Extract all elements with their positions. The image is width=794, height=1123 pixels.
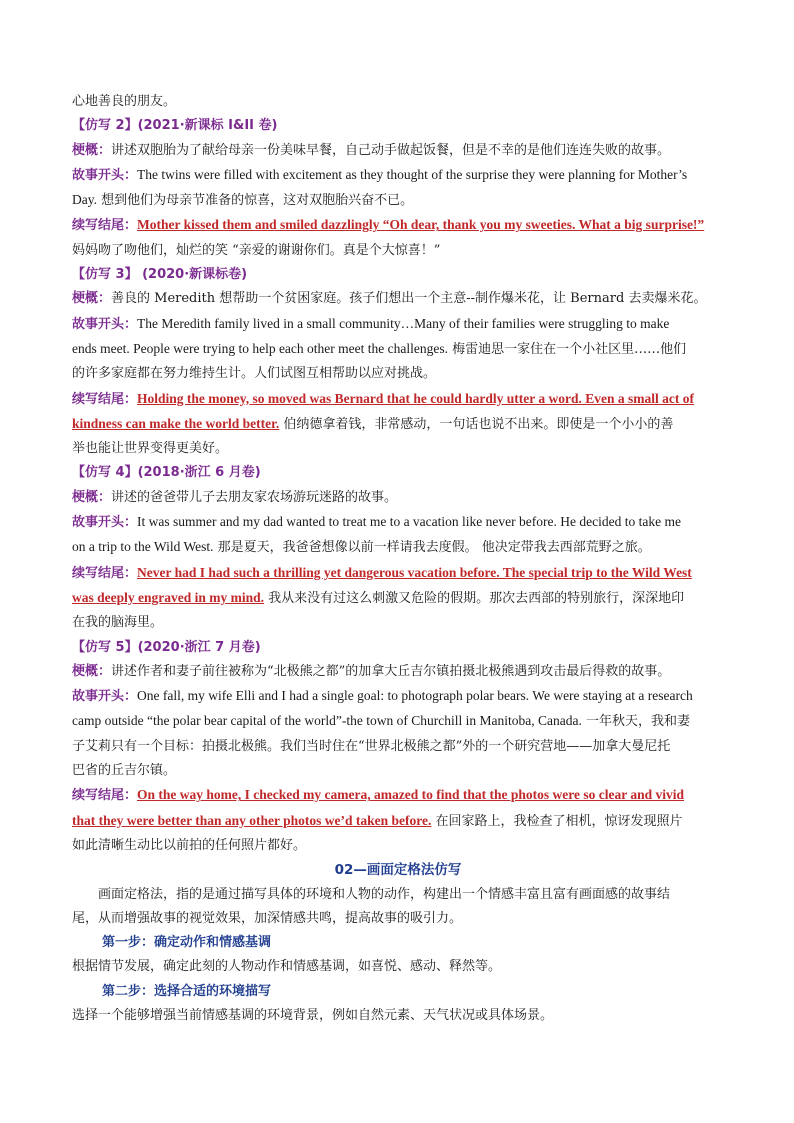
item-4-summary: 讲述的爸爸带儿子去朋友家农场游玩迷路的故事。: [111, 489, 398, 505]
item-4-ending-en-1: Never had I had such a thrilling yet dangerous vacation before. The special trip to the Wild West: [137, 564, 692, 580]
item-3-ending-en-1: Holding the money, so moved was Bernard that he could hardly utter a word. Even a small act of: [137, 390, 695, 406]
item-2-ending-cn: 妈妈吻了吻他们，灿烂的笑 “亲爱的谢谢你们。真是个大惊喜！”: [72, 242, 441, 258]
step-2-title: 第二步：选择合适的环境描写: [102, 983, 272, 999]
item-3-opening-cn: 梅雷迪思一家住在一个小社区里……他们: [452, 341, 687, 357]
item-4-opening-cn: 那是夏天，我爸爸想像以前一样请我去度假。 他决定带我去西部荒野之旅。: [217, 540, 651, 556]
item-3-opening-cn-2: 的许多家庭都在努力维持生计。人们试图互相帮助以应对挑战。: [72, 366, 437, 382]
item-2-opening-cn: 想到他们为母亲节准备的惊喜，这对双胞胎兴奋不已。: [101, 193, 414, 209]
item-2-summary-label: 梗概：: [72, 142, 112, 158]
item-5-summary: 讲述作者和妻子前往被称为“北极熊之都”的加拿大丘吉尔镇拍摄北极熊遇到攻击最后得救的故事。: [111, 663, 671, 679]
item-5-opening-cn-3: 巴省的丘吉尔镇。: [72, 763, 177, 779]
item-2-header: 【仿写 2】(2021·新课标 I&II 卷): [72, 118, 278, 134]
item-5-ending-cn: 在回家路上，我检查了相机，惊讶发现照片: [435, 813, 683, 829]
step-1-text: 根据情节发展，确定此刻的人物动作和情感基调，如喜悦、感动、释然等。: [72, 959, 502, 975]
step-1-title: 第一步：确定动作和情感基调: [102, 935, 272, 951]
item-5-opening-label: 故事开头：: [72, 689, 138, 705]
item-3-summary-label: 梗概：: [72, 291, 112, 307]
section-para-1: 画面定格法，指的是通过描写具体的环境和人物的动作，构建出一个情感丰富且富有画面感的故事结: [98, 886, 671, 902]
item-4-opening-en-2: on a trip to the Wild West.: [72, 539, 214, 555]
item-4-ending-cn-2: 在我的脑海里。: [72, 615, 164, 631]
item-2-summary: 讲述双胞胎为了献给母亲一份美味早餐，自己动手做起饭餐，但是不幸的是他们连连失败的故事。: [111, 142, 671, 158]
document-page: [72, 90, 724, 1028]
item-4-summary-label: 梗概：: [72, 489, 112, 505]
item-4-ending-en-2: was deeply engraved in my mind.: [72, 589, 265, 605]
item-2-opening-label: 故事开头：: [72, 167, 138, 183]
section-title: 02—画面定格法仿写: [334, 862, 462, 879]
item-5-ending-en-2: that they were better than any other photos we’d taken before.: [72, 812, 432, 828]
item-4-opening-label: 故事开头：: [72, 515, 138, 531]
item-2-ending-en: Mother kissed them and smiled dazzlingly “Oh dear, thank you my sweeties. What a big surprise!”: [137, 217, 705, 233]
item-5-opening-en-2: camp outside “the polar bear capital of the world”-the town of Churchill in Manitoba, Canada.: [72, 713, 582, 729]
item-5-summary-label: 梗概：: [72, 663, 112, 679]
section-para-2: 尾，从而增强故事的视觉效果，加深情感共鸣，提高故事的吸引力。: [72, 910, 463, 926]
item-3-ending-label: 续写结尾：: [72, 391, 138, 407]
item-4-header: 【仿写 4】(2018·浙江 6 月卷): [72, 465, 261, 481]
item-5-opening-cn: 一年秋天，我和妻: [585, 714, 690, 730]
item-3-ending-cn: 伯纳德拿着钱，非常感动，一句话也说不出来。即使是一个小小的善: [283, 416, 674, 432]
item-2-opening-en-2: Day.: [72, 192, 97, 208]
item-3-opening-en-2: ends meet. People were trying to help each other meet the challenges.: [72, 340, 448, 356]
item-3-ending-cn-2: 举也能让世界变得更美好。: [72, 441, 229, 457]
item-2-opening-en-1: The twins were filled with excitement as they thought of the surprise they were planning for Mother’s: [137, 166, 688, 182]
item-2-ending-label: 续写结尾：: [72, 218, 138, 234]
item-5-header: 【仿写 5】(2020·浙江 7 月卷): [72, 639, 261, 655]
item-4-opening-en-1: It was summer and my dad wanted to treat me to a vacation like never before. He decided to take me: [137, 514, 681, 530]
item-3-summary: 善良的 Meredith 想帮助一个贫困家庭。孩子们想出一个主意--制作爆米花，让 Bernard 去卖爆米花。: [111, 291, 707, 307]
item-3-opening-en-1: The Meredith family lived in a small community…Many of their families were struggling to make: [137, 315, 670, 331]
item-3-ending-en-2: kindness can make the world better.: [72, 415, 280, 431]
item-4-ending-cn: 我从来没有过这么刺激又危险的假期。那次去西部的特别旅行，深深地印: [268, 590, 685, 606]
item-5-opening-en-1: One fall, my wife Elli and I had a single goal: to photograph polar bears. We were staying at a research: [137, 688, 693, 704]
item-5-ending-label: 续写结尾：: [72, 788, 138, 804]
item-3-header: 【仿写 3】 (2020·新课标卷): [72, 267, 248, 283]
item-3-opening-label: 故事开头：: [72, 316, 138, 332]
item-4-ending-label: 续写结尾：: [72, 565, 138, 581]
item-5-ending-en-1: On the way home, I checked my camera, amazed to find that the photos were so clear and vivid: [137, 787, 684, 803]
item-5-opening-cn-2: 子艾莉只有一个目标：拍摄北极熊。我们当时住在“世界北极熊之都”外的一个研究营地——加拿大曼尼托: [72, 738, 671, 754]
step-2-text: 选择一个能够增强当前情感基调的环境背景，例如自然元素、天气状况或具体场景。: [72, 1007, 554, 1023]
intro-tail: 心地善良的朋友。: [72, 94, 177, 109]
item-5-ending-cn-2: 如此清晰生动比以前拍的任何照片都好。: [72, 837, 307, 853]
